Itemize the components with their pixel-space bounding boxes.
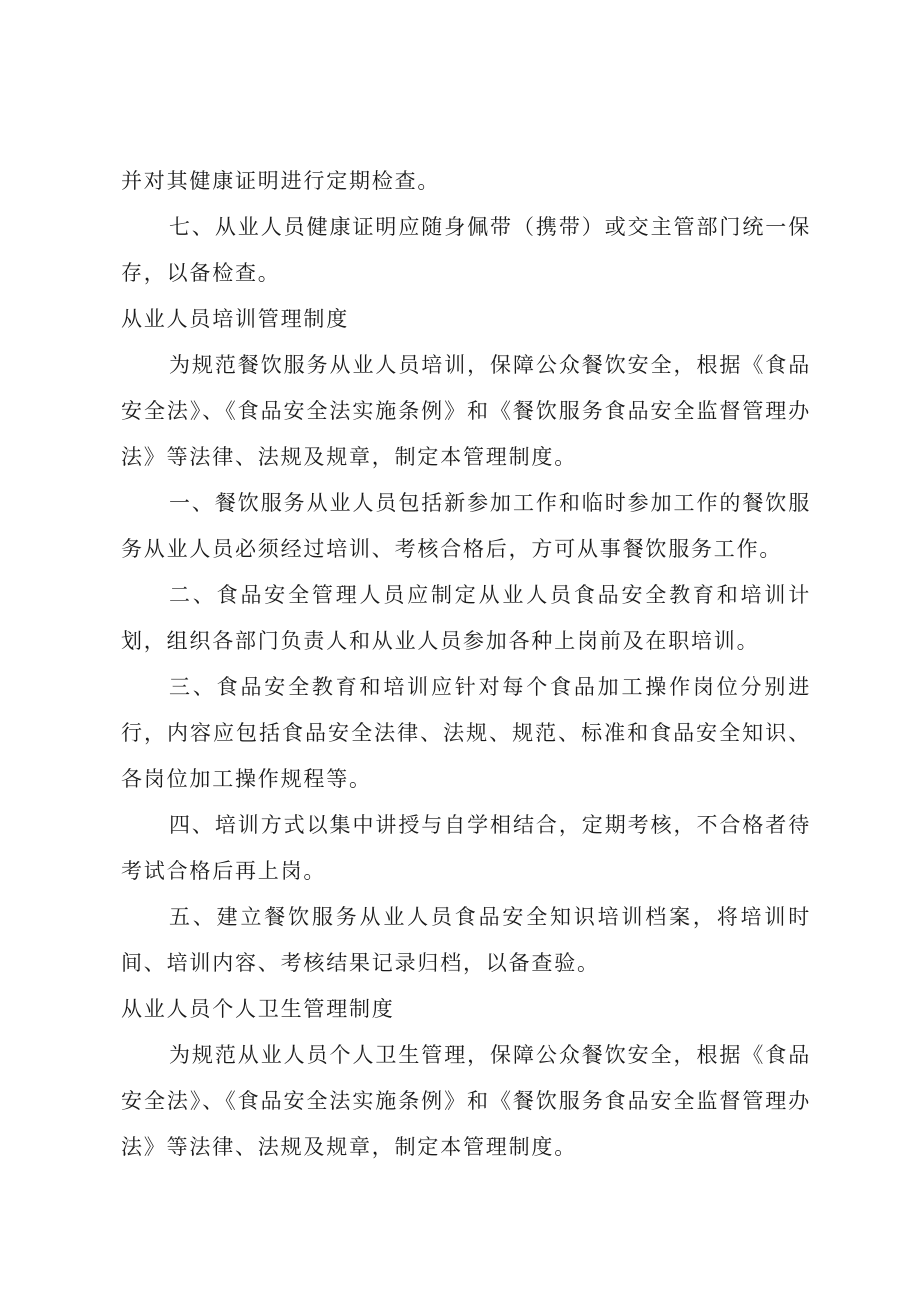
paragraph-continuation: 并对其健康证明进行定期检查。 xyxy=(121,169,441,193)
paragraph-training-item-5: 五、建立餐饮服务从业人员食品安全知识培训档案，将培训时间、培训内容、考核结果记录归档，以备查验。 xyxy=(121,905,811,975)
section-heading-training: 从业人员培训管理制度 xyxy=(121,307,349,331)
document-body xyxy=(121,158,811,1170)
section-heading-hygiene: 从业人员个人卫生管理制度 xyxy=(121,997,395,1021)
paragraph-training-item-3: 三、食品安全教育和培训应针对每个食品加工操作岗位分别进行，内容应包括食品安全法律、法规、规范、标准和食品安全知识、各岗位加工操作规程等。 xyxy=(121,675,811,791)
paragraph-item-7: 七、从业人员健康证明应随身佩带（携带）或交主管部门统一保存，以备检查。 xyxy=(121,215,811,285)
paragraph-training-item-2: 二、食品安全管理人员应制定从业人员食品安全教育和培训计划，组织各部门负责人和从业人员参加各种上岗前及在职培训。 xyxy=(121,583,811,653)
paragraph-training-item-4: 四、培训方式以集中讲授与自学相结合，定期考核，不合格者待考试合格后再上岗。 xyxy=(121,813,811,883)
paragraph-training-item-1: 一、餐饮服务从业人员包括新参加工作和临时参加工作的餐饮服务从业人员必须经过培训、考核合格后，方可从事餐饮服务工作。 xyxy=(121,491,811,561)
paragraph-hygiene-intro: 为规范从业人员个人卫生管理，保障公众餐饮安全，根据《食品安全法》、《食品安全法实施条例》和《餐饮服务食品安全监督管理办法》等法律、法规及规章，制定本管理制度。 xyxy=(121,1043,811,1159)
paragraph-training-intro: 为规范餐饮服务从业人员培训，保障公众餐饮安全，根据《食品安全法》、《食品安全法实施条例》和《餐饮服务食品安全监督管理办法》等法律、法规及规章，制定本管理制度。 xyxy=(121,353,811,469)
